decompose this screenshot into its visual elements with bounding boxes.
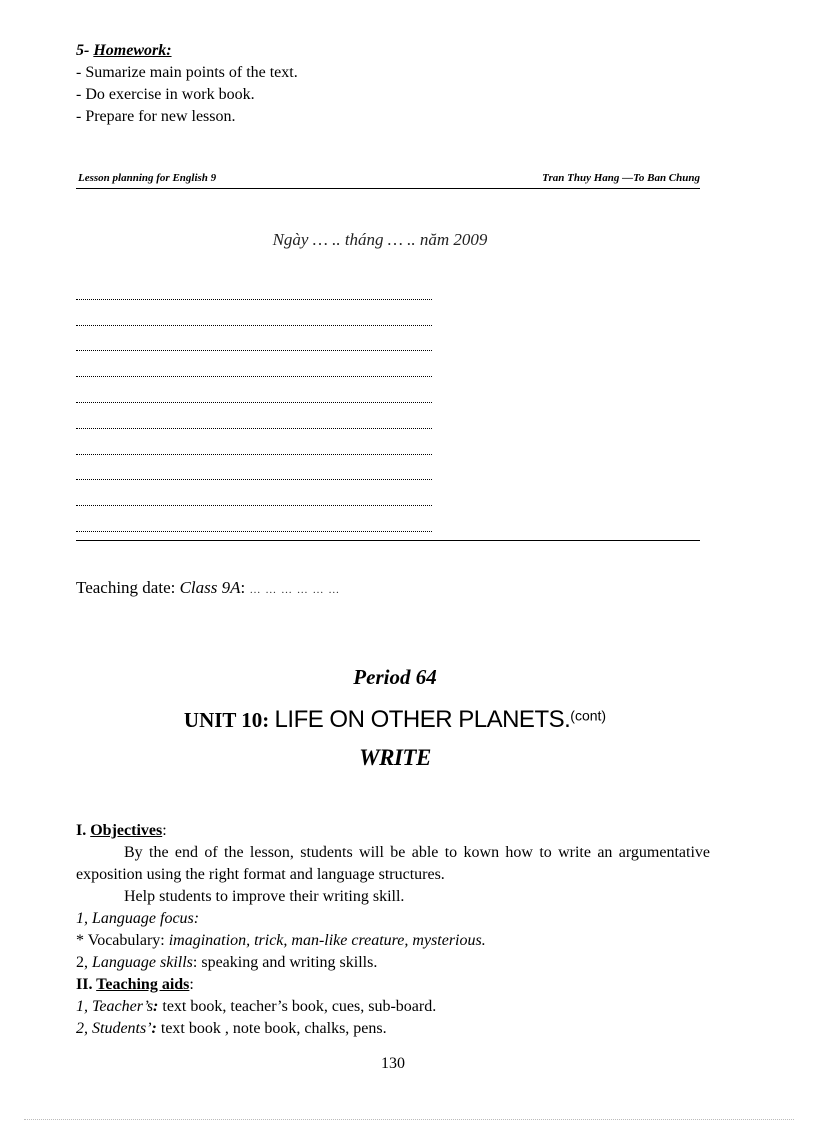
teaching-date [76, 578, 340, 598]
teacher-aids-line [76, 996, 710, 1018]
aids-colon: : [189, 976, 194, 993]
aids-number: II. [76, 976, 97, 993]
objectives-title: Objectives [90, 822, 163, 839]
teacher-label: 1, Teacher’s [76, 998, 154, 1015]
vocabulary-items: imagination, trick, man-like creature, mysterious. [168, 932, 486, 949]
skills-number: 2, [76, 954, 92, 971]
teacher-text: text book, teacher’s book, cues, sub-board. [158, 998, 437, 1015]
page-header [76, 170, 700, 189]
students-colon: : [151, 1020, 157, 1037]
blank-line [76, 403, 432, 429]
unit-cont: (cont) [570, 707, 607, 724]
blank-line [76, 480, 432, 506]
objectives-number: I. [76, 822, 91, 839]
class-label: Class 9A [179, 578, 241, 597]
blank-line [76, 274, 432, 300]
homework-heading [76, 40, 298, 62]
blank-line [76, 506, 432, 532]
header-left-text: Lesson planning for English 9 [78, 172, 217, 184]
skills-text: : speaking and writing skills. [192, 954, 378, 971]
homework-item: - Prepare for new lesson. [76, 108, 236, 125]
section-separator [76, 540, 700, 541]
aids-heading [76, 974, 710, 996]
students-text: text book , note book, chalks, pens. [156, 1020, 387, 1037]
language-skills-line [76, 952, 710, 974]
blank-line [76, 326, 432, 352]
students-label: 2, Students’ [76, 1020, 152, 1037]
date-line: Ngày … .. tháng … .. năm 2009 [272, 230, 488, 249]
teaching-date-colon: : [240, 578, 250, 597]
student-aids-line [76, 1018, 710, 1040]
header-right-text: Tran Thuy Hang —To Ban Chung [542, 172, 700, 184]
vocabulary-label: * Vocabulary: [76, 932, 169, 949]
unit-label: UNIT 10: [183, 708, 275, 732]
objectives-colon: : [162, 822, 167, 839]
blank-line [76, 429, 432, 455]
objectives-paragraph: Help students to improve their writing skill. [124, 888, 405, 905]
page-bottom-rule [24, 1119, 794, 1120]
dotted-blank-lines [76, 274, 432, 532]
blank-line [76, 455, 432, 481]
unit-title [0, 706, 790, 734]
blank-line [76, 300, 432, 326]
unit-name: LIFE ON OTHER PLANETS. [274, 706, 571, 733]
blank-line [76, 351, 432, 377]
language-focus: 1, Language focus: [76, 910, 200, 927]
period-title: Period 64 [353, 665, 437, 689]
skills-label: Language skills [92, 954, 193, 971]
blank-line [76, 377, 432, 403]
objectives-paragraph: By the end of the lesson, students will be able to kown how to write an argumentative exposition using the right format and language structures. [76, 844, 710, 883]
teaching-date-dots: … … … … … … [249, 584, 341, 596]
vocabulary-line [76, 930, 710, 952]
homework-item: - Do exercise in work book. [76, 86, 255, 103]
skill-title: WRITE [359, 745, 431, 770]
lesson-body [76, 820, 710, 1040]
aids-title: Teaching aids [96, 976, 190, 993]
homework-item: - Sumarize main points of the text. [76, 64, 298, 81]
homework-title: Homework: [93, 42, 172, 59]
teacher-colon: : [153, 998, 159, 1015]
homework-section [76, 40, 298, 128]
page-number: 130 [381, 1055, 405, 1072]
objectives-heading [76, 820, 710, 842]
homework-number: 5- [76, 42, 94, 59]
teaching-date-label: Teaching date: [76, 578, 180, 597]
